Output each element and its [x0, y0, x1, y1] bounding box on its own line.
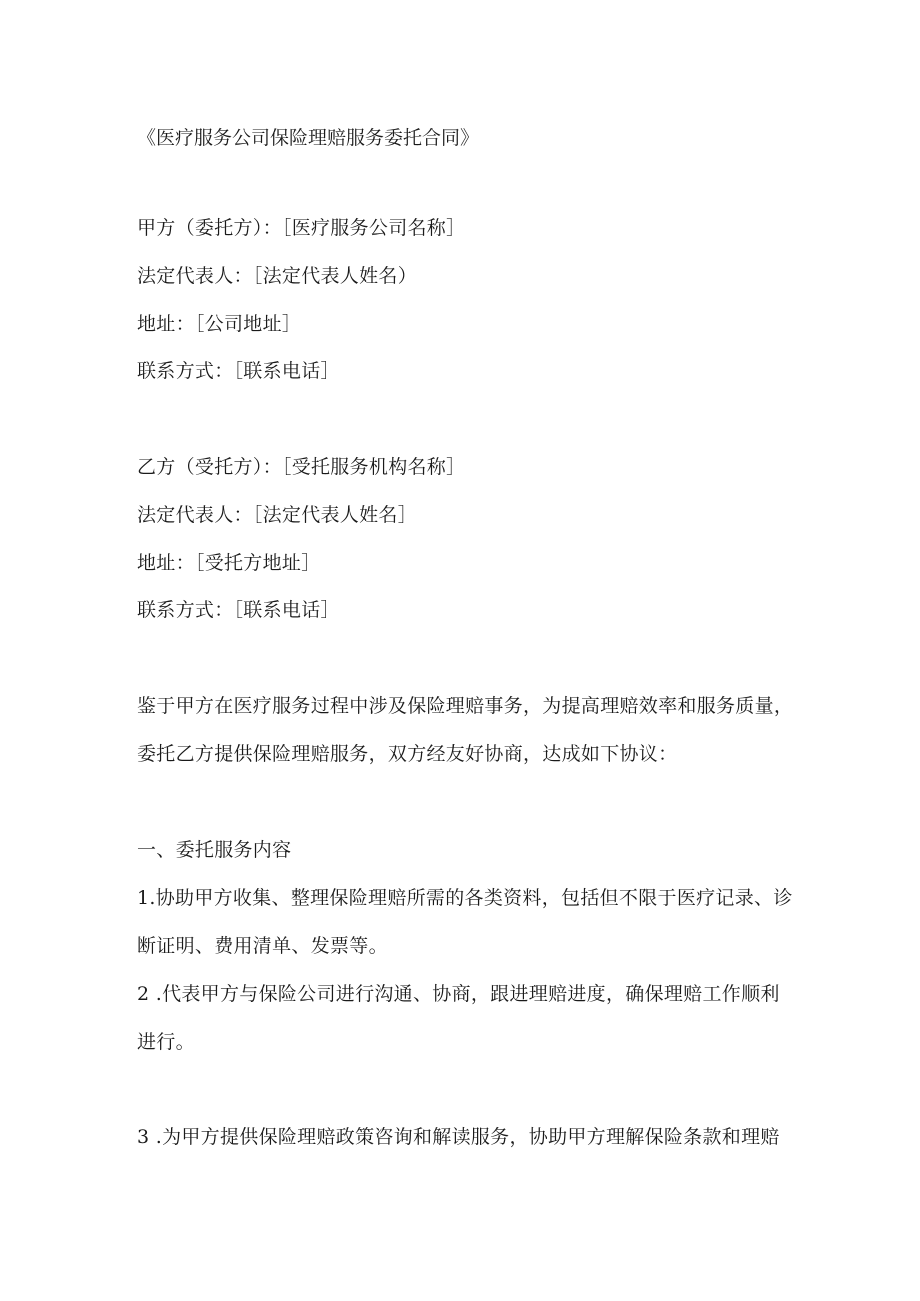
item-2-line-2: 进行。 — [137, 1031, 195, 1053]
preamble-line-2: 委托乙方提供保险理赔服务，双方经友好协商，达成如下协议： — [137, 743, 678, 765]
party-a-contact: 联系方式：［联系电话］ — [137, 360, 340, 382]
item-3-line-1: 3 .为甲方提供保险理赔政策咨询和解读服务，协助甲方理解保险条款和理赔 — [137, 1126, 780, 1148]
party-a-representative: 法定代表人：［法定代表人姓名） — [137, 265, 418, 287]
section-heading: 一、委托服务内容 — [137, 839, 292, 861]
document-title: 《医疗服务公司保险理赔服务委托合同》 — [137, 127, 480, 149]
party-b-contact: 联系方式：［联系电话］ — [137, 599, 340, 621]
item-1-line-2: 断证明、费用清单、发票等。 — [137, 935, 388, 957]
party-b-name: 乙方（受托方）：［受托服务机构名称］ — [137, 456, 466, 478]
item-1-line-1: 1.协助甲方收集、整理保险理赔所需的各类资料，包括但不限于医疗记录、诊 — [137, 887, 793, 909]
item-2-line-1: 2 .代表甲方与保险公司进行沟通、协商，跟进理赔进度，确保理赔工作顺利 — [137, 983, 780, 1005]
party-a-name: 甲方（委托方）：［医疗服务公司名称］ — [137, 217, 466, 239]
preamble-line-1: 鉴于甲方在医疗服务过程中涉及保险理赔事务，为提高理赔效率和服务质量， — [137, 695, 794, 717]
party-b-address: 地址：［受托方地址］ — [137, 552, 321, 574]
party-a-address: 地址：［公司地址］ — [137, 313, 302, 335]
party-b-representative: 法定代表人：［法定代表人姓名］ — [137, 504, 418, 526]
